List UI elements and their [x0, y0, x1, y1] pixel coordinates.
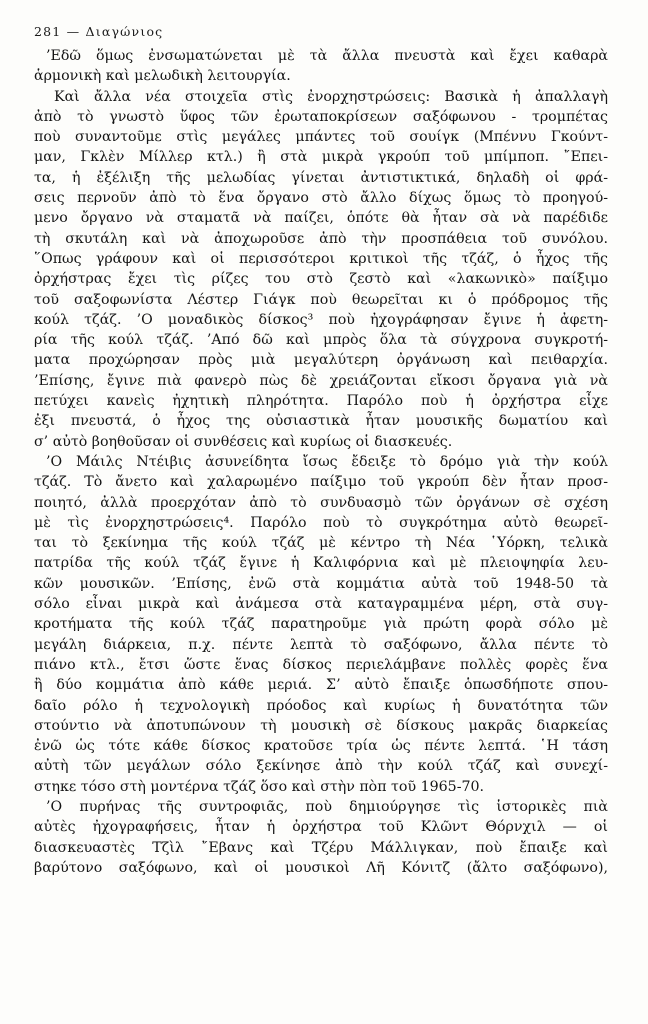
- text-line: ἁρμονικὴ καὶ μελωδικὴ λειτουργία.: [34, 68, 291, 85]
- text-line: στηκε τόσο στὴ μοντέρνα τζάζ ὅσο καὶ στὴν πὸπ τοῦ 1965-70.: [34, 778, 485, 795]
- text-line: ται τὸ ξεκίνημα τῆς κούλ τζάζ μὲ κέντρο τὴ Νέα ῾Υόρκη, τελικὰ: [34, 535, 608, 552]
- text-line: βαρύτονο σαξόφωνο, καὶ οἱ μουσικοὶ Λῆ Κόνιτζ (ἄλτο σαξόφωνο),: [34, 859, 608, 876]
- text-line: σόλο εἶναι μικρὰ καὶ ἀνάμεσα στὰ καταγραμμένα μέρη, στὰ συγ-: [34, 596, 608, 613]
- text-line: ὀρχήστρας ἔχει τὶς ρίζες του στὸ ζεστὸ καὶ «λακωνικὸ» παίξιμο: [34, 271, 608, 288]
- text-line: ρία τῆς κούλ τζάζ. ’Από δῶ καὶ μπρὸς ὅλα τὰ σύγχρονα συγκροτή-: [34, 332, 608, 349]
- text-line: ’Ο Μάιλς Ντέιβις ἀσυνείδητα ἴσως ἔδειξε τὸ δρόμο γιὰ τὴν κούλ: [46, 453, 608, 470]
- text-line: ’Επίσης, ἔγινε πιὰ φανερὸ πὼς δὲ χρειάζονται εἴκοσι ὄργανα γιὰ νὰ: [34, 372, 608, 389]
- text-line: ἐξι πνευστά, ὁ ἦχος της οὐσιαστικὰ ἦταν μουσικῆς δωματίου καὶ: [34, 413, 608, 430]
- text-line: αὐτὴ τῶν μεγάλων σόλο ξεκίνησε ἀπὸ τὴν κούλ τζάζ καὶ συνεχί-: [34, 758, 608, 775]
- text-line: μὲ τὶς ἐνορχηστρώσεις⁴. Παρόλο ποὺ τὸ συγκρότημα αὐτὸ θεωρεῖ-: [34, 514, 608, 531]
- text-line: ματα προχώρησαν πρὸς μιὰ μεγαλύτερη ὀργάνωση καὶ πειθαρχία.: [34, 352, 608, 369]
- text-line: τὴ σκυτάλη καὶ νὰ ἀποχωροῦσε ἀπὸ τὴν προσπάθεια τοῦ συνόλου.: [34, 230, 608, 247]
- text-line: πετύχει κανεὶς ἠχητικὴ πληρότητα. Παρόλο ποὺ ἡ ὀρχήστρα εἶχε: [34, 393, 608, 410]
- text-line: ποὺ συναντοῦμε στὶς μεγάλες μπάντες τοῦ σουίγκ (Μπέννυ Γκούντ-: [34, 129, 608, 146]
- text-line: πιάνο κτλ., ἔτσι ὥστε ἕνας δίσκος περιελάμβανε πολλὲς φορὲς ἕνα: [34, 656, 608, 673]
- text-line: στούντιο νὰ ἀποτυπώνουν τὴ μουσικὴ σὲ δίσκους μακρᾶς διαρκείας: [34, 717, 608, 734]
- text-line: ’Εδῶ ὅμως ἐνσωματώνεται μὲ τὰ ἄλλα πνευστὰ καὶ ἔχει καθαρὰ: [46, 48, 608, 64]
- text-line: τα, ἡ ἐξέλιξη τῆς μελωδίας γίνεται ἀντιστικτικά, δηλαδὴ οἱ φρά-: [34, 169, 608, 186]
- text-line: ποιητό, ἀλλὰ προερχόταν ἀπὸ τὸ συνδυασμὸ τῶν ὀργάνων σὲ σχέση: [34, 494, 608, 511]
- text-line: αὐτὲς ἠχογραφήσεις, ἦταν ἡ ὀρχήστρα τοῦ Κλῶντ Θόρνχιλ — οἱ: [34, 819, 608, 836]
- text-line: ἢ δύο κομμάτια ἀπὸ κάθε μεριά. Σ’ αὐτὸ ἔπαιξε ὁπωσδήποτε σπου-: [34, 677, 608, 694]
- running-head: 281 — Διαγώνιος: [34, 24, 164, 39]
- text-line: μενο ὄργανο νὰ σταματᾶ νὰ παίζει, ὁπότε θὰ ἦταν σὰ νὰ παρέδιδε: [34, 210, 608, 227]
- text-line: Καὶ ἄλλα νέα στοιχεῖα στὶς ἐνορχηστρώσεις: Βασικὰ ἡ ἀπαλλαγὴ: [54, 88, 608, 105]
- text-line: μεγάλη διάρκεια, π.χ. πέντε λεπτὰ τὸ σαξόφωνο, ἄλλα πέντε τὸ: [34, 636, 608, 653]
- text-line: κροτήματα τῆς κούλ τζάζ παρατηροῦμε γιὰ πρώτη φορὰ σόλο μὲ: [34, 616, 608, 633]
- text-line: ’Ο πυρήνας τῆς συντροφιᾶς, ποὺ δημιούργησε τὶς ἱστορικὲς πιὰ: [46, 798, 608, 815]
- text-line: τζάζ. Τὸ ἄνετο καὶ χαλαρωμένο παίξιμο τοῦ γκρούπ δὲν ἦταν προσ-: [34, 474, 608, 491]
- text-line: κῶν μουσικῶν. ’Επίσης, ἐνῶ στὰ κομμάτια αὐτὰ τοῦ 1948-50 τὰ: [34, 575, 608, 592]
- text-line: κούλ τζάζ. ’Ο μοναδικὸς δίσκος³ ποὺ ἠχογράφησαν ἔγινε ἡ ἀφετη-: [34, 311, 608, 328]
- text-line: ἀπὸ τὸ γνωστὸ ὕφος τῶν ἐρωταποκρίσεων σαξόφωνου - τρομπέτας: [34, 108, 608, 125]
- body-text: [34, 46, 608, 878]
- text-line: δαῖο ρόλο ἡ τεχνολογικὴ πρόοδος καὶ κυρίως ἡ δυνατότητα τῶν: [34, 697, 608, 714]
- text-line: διασκευαστὲς Τζὶλ ῎Εβανς καὶ Τζέρυ Μάλλιγκαν, ποὺ ἔπαιξε καὶ: [34, 839, 608, 856]
- text-line: ῞Οπως γράφουν καὶ οἱ περισσότεροι κριτικοὶ τῆς τζάζ, ὁ ἦχος τῆς: [34, 250, 608, 267]
- text-line: ἐνῶ ὡς τότε κάθε δίσκος κρατοῦσε τρία ὡς πέντε λεπτά. ῾Η τάση: [34, 738, 608, 755]
- text-line: μαν, Γκλὲν Μίλλερ κτλ.) ἢ στὰ μικρὰ γκρούπ τοῦ μπίμποπ. ῎Επει-: [34, 149, 608, 166]
- text-line: σ’ αὐτὸ βοηθοῦσαν οἱ συνθέσεις καὶ κυρίως οἱ διασκευές.: [34, 433, 453, 450]
- text-line: σεις περνοῦν ἀπὸ τὸ ἕνα ὄργανο στὸ ἄλλο δίχως ὅμως τὸ προηγού-: [34, 190, 608, 207]
- text-line: πατρίδα τῆς κούλ τζάζ ἔγινε ἡ Καλιφόρνια καὶ μὲ πλειοψηφία λευ-: [34, 555, 608, 572]
- text-line: τοῦ σαξοφωνίστα Λέστερ Γιάγκ ποὺ θεωρεῖται κι ὁ πρόδρομος τῆς: [34, 291, 608, 308]
